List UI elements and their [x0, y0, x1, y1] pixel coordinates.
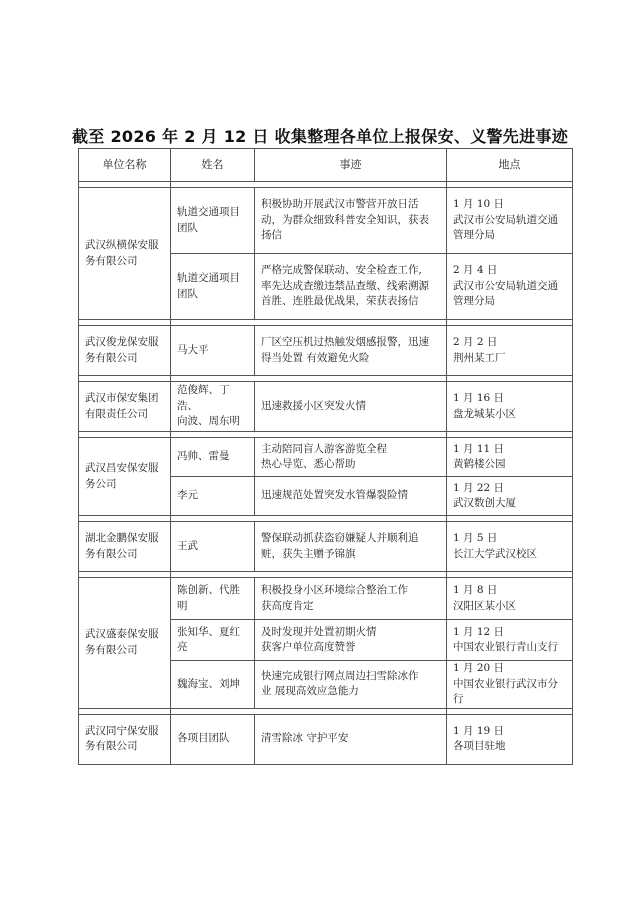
table-header-row: [79, 149, 573, 182]
place-line: 1 月 10 日: [453, 198, 505, 211]
name-cell: [171, 620, 255, 661]
deed-line: 热心导览、悉心帮助: [261, 458, 356, 470]
place-cell: [447, 714, 573, 764]
place-cell: [447, 254, 573, 320]
unit-cell: [79, 326, 171, 376]
deed-cell: [255, 326, 447, 376]
name-line: 轨道交通项目: [177, 272, 240, 284]
place-line: 中国农业银行青山支行: [453, 641, 558, 653]
page-title: 截至 2026 年 2 月 12 日 收集整理各单位上报保安、义警先进事迹: [71, 127, 569, 146]
deed-line: 快速完成银行网点周边扫雪除冰作: [261, 669, 419, 682]
name-cell: [171, 661, 255, 709]
place-line: 行: [453, 693, 464, 705]
place-cell: [447, 661, 573, 709]
deed-line: 迅速规范处置突发水管爆裂险情: [261, 489, 408, 502]
place-line: 2 月 2 日: [453, 336, 498, 348]
name-line: 王武: [177, 539, 198, 552]
deed-line: 率先达成查缴违禁品查缴、线索溯源: [261, 279, 429, 292]
header-name: 姓名: [171, 149, 255, 182]
deed-line: 得当处置 有效避免火险: [261, 351, 370, 364]
name-cell: [171, 188, 255, 254]
place-line: 1 月 12 日: [453, 625, 505, 638]
deed-line: 警保联动抓获盗窃嫌疑人并顺利追: [261, 532, 419, 544]
unit-cell: [79, 522, 171, 572]
deed-cell: [255, 438, 447, 477]
name-line: 各项目团队: [177, 732, 230, 745]
table-row: [79, 188, 573, 254]
unit-line: 武汉同宁保安服: [85, 724, 159, 737]
name-cell: [171, 382, 255, 432]
unit-cell: [79, 714, 171, 764]
place-line: 管理分局: [453, 229, 495, 242]
deed-cell: [255, 620, 447, 661]
place-cell: [447, 188, 573, 254]
deed-line: 清雪除冰 守护平安: [261, 732, 349, 745]
deed-cell: [255, 578, 447, 620]
place-cell: [447, 522, 573, 572]
name-cell: [171, 438, 255, 477]
place-line: 武汉市公安局轨道交通: [453, 213, 558, 226]
place-line: 黄鹤楼公园: [453, 458, 506, 470]
name-line: 明: [177, 599, 188, 612]
name-cell: [171, 477, 255, 516]
place-line: 武汉数创大厦: [453, 497, 516, 509]
place-line: 武汉市公安局轨道交通: [453, 279, 558, 292]
name-line: 团队: [177, 287, 198, 300]
unit-line: 武汉昌安保安服: [85, 462, 159, 474]
unit-line: 务有限公司: [85, 740, 138, 752]
deed-line: 厂区空压机过热触发烟感报警，迅速: [261, 336, 429, 348]
place-cell: [447, 578, 573, 620]
place-line: 2 月 4 日: [453, 264, 498, 277]
table-row: [79, 578, 573, 620]
place-line: 1 月 8 日: [453, 584, 498, 596]
place-line: 长江大学武汉校区: [453, 547, 537, 560]
unit-line: 务有限公司: [85, 254, 138, 267]
name-cell: [171, 254, 255, 320]
name-line: 张知华、夏红: [177, 625, 240, 638]
deed-line: 业 展现高效应急能力: [261, 685, 359, 698]
name-line: 冯帅、雷曼: [177, 450, 230, 463]
deed-line: 首胜、连胜最优战果，荣获表扬信: [261, 295, 419, 308]
unit-cell: [79, 188, 171, 320]
deed-cell: [255, 661, 447, 709]
name-line: 范俊辉、丁浩、: [177, 384, 230, 412]
place-line: 管理分局: [453, 295, 495, 308]
deed-cell: [255, 254, 447, 320]
table-row: [79, 714, 573, 764]
unit-line: 武汉盛泰保安服: [85, 628, 159, 641]
place-cell: [447, 477, 573, 516]
deed-cell: [255, 714, 447, 764]
place-line: 荆州某工厂: [453, 351, 506, 364]
unit-line: 武汉纵横保安服: [85, 239, 159, 251]
place-line: 1 月 20 日: [453, 662, 505, 674]
table-row: [79, 522, 573, 572]
name-line: 陈创新、代胜: [177, 584, 240, 596]
place-cell: [447, 326, 573, 376]
place-line: 1 月 22 日: [453, 481, 505, 494]
name-line: 马大平: [177, 343, 209, 356]
place-line: 1 月 19 日: [453, 724, 505, 737]
deed-line: 动，为群众细致科普安全知识，获表: [261, 213, 429, 226]
unit-line: 有限责任公司: [85, 407, 148, 420]
place-cell: [447, 620, 573, 661]
unit-line: 务有限公司: [85, 351, 138, 364]
deed-line: 主动陪同盲人游客游览全程: [261, 442, 387, 455]
deed-line: 获客户单位高度赞誉: [261, 641, 356, 653]
name-line: 轨道交通项目: [177, 206, 240, 218]
deed-line: 严格完成警保联动、安全检查工作,: [261, 264, 422, 277]
place-line: 汉阳区某小区: [453, 599, 516, 612]
name-line: 魏海宝、刘坤: [177, 677, 240, 690]
unit-line: 务有限公司: [85, 643, 138, 656]
table-row: [79, 326, 573, 376]
place-line: 1 月 5 日: [453, 532, 498, 544]
deed-line: 获高度肯定: [261, 599, 314, 612]
name-cell: [171, 326, 255, 376]
header-deed: 事迹: [255, 149, 447, 182]
unit-cell: [79, 382, 171, 432]
place-line: 1 月 16 日: [453, 392, 505, 404]
deed-line: 及时发现并处置初期火情: [261, 625, 377, 638]
unit-cell: [79, 438, 171, 516]
deed-line: 迅速救援小区突发火情: [261, 399, 366, 412]
table-row: [79, 382, 573, 432]
place-cell: [447, 382, 573, 432]
place-line: 中国农业银行武汉市分: [453, 677, 558, 690]
name-cell: [171, 522, 255, 572]
unit-line: 务公司: [85, 477, 117, 490]
deed-cell: [255, 188, 447, 254]
unit-line: 武汉俊龙保安服: [85, 336, 159, 348]
header-unit: 单位名称: [79, 149, 171, 182]
name-line: 亮: [177, 641, 188, 653]
place-line: 盘龙城某小区: [453, 407, 516, 420]
name-line: 团队: [177, 221, 198, 234]
place-cell: [447, 438, 573, 477]
header-place: 地点: [447, 149, 573, 182]
unit-cell: [79, 578, 171, 709]
deed-line: 赃，获失主赠予锦旗: [261, 547, 356, 560]
name-line: 向波、周东明: [177, 415, 240, 428]
name-cell: [171, 578, 255, 620]
deed-cell: [255, 522, 447, 572]
deed-line: 扬信: [261, 229, 282, 242]
unit-line: 武汉市保安集团: [85, 392, 159, 404]
name-cell: [171, 714, 255, 764]
deed-line: 积极协助开展武汉市警营开放日活: [261, 198, 419, 211]
deed-cell: [255, 477, 447, 516]
name-line: 李元: [177, 489, 198, 502]
place-line: 1 月 11 日: [453, 442, 505, 455]
commendation-table: [78, 148, 573, 765]
unit-line: 务有限公司: [85, 547, 138, 560]
deed-cell: [255, 382, 447, 432]
place-line: 各项目驻地: [453, 740, 506, 752]
table-row: [79, 438, 573, 477]
unit-line: 湖北金鹏保安服: [85, 532, 159, 544]
deed-line: 积极投身小区环境综合整治工作: [261, 584, 408, 596]
